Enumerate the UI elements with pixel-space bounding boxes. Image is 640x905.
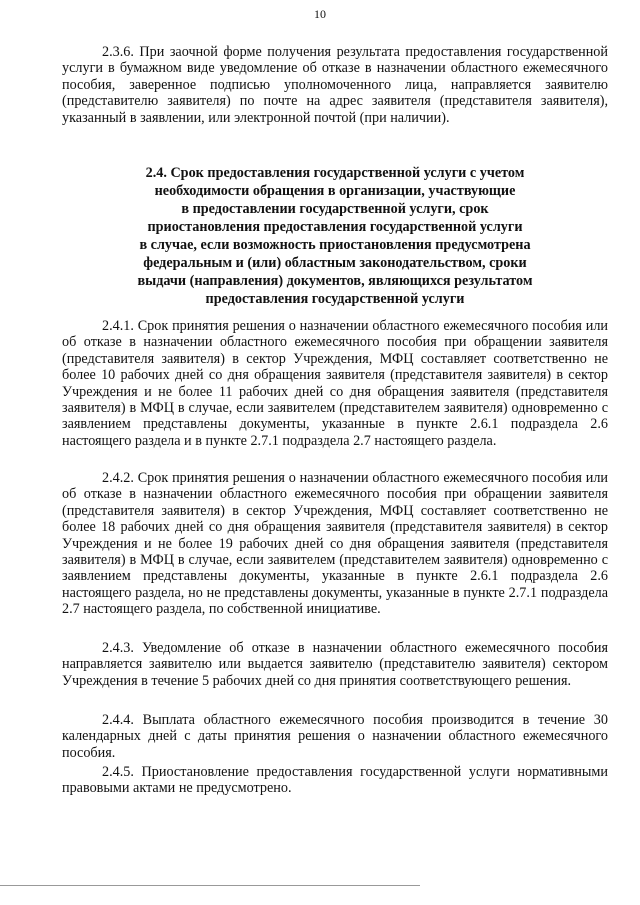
paragraph-2-4-4-block xyxy=(62,712,608,761)
paragraph-2-3-6: 2.3.6. При заочной форме получения результата предоставления государственной услуги в бумажном виде уведомление об отказе в назначении областного ежемесячного пособия, заверенное подписью уполномоченного лица, направляется заявителю (представителю заявителя) по почте на адрес заявителя (представителя заявителя), указанный в заявлении, или электронной почтой (при наличии). xyxy=(62,44,608,126)
paragraph-2-4-2: 2.4.2. Срок принятия решения о назначении областного ежемесячного пособия или об отказе в назначении областного ежемесячного пособия при обращении заявителя (представителя заявителя) в сектор Учреждения, МФЦ составляет соответственно не более 18 рабочих дней со дня обращения заявителя (представителя заявителя) в сектор Учреждения и не более 19 рабочих дней со дня обращения заявителя (представителя заявителя) в МФЦ в случае, если заявителем (представителем заявителя) одновременно с заявлением представлены документы, указанные в пункте 2.6.1 подраздела 2.6 настоящего раздела, но не представлены документы, указанные в пункте 2.7.1 подраздела 2.7 настоящего раздела, по собственной инициативе. xyxy=(62,470,608,618)
paragraph-2-4-5: 2.4.5. Приостановление предоставления государственной услуги нормативными правовыми актами не предусмотрено. xyxy=(62,764,608,797)
paragraph-2-4-3: 2.4.3. Уведомление об отказе в назначении областного ежемесячного пособия направляется заявителю или выдается заявителю (представителю заявителя) сектором Учреждения в течение 5 рабочих дней со дня принятия соответствующего решения. xyxy=(62,640,608,689)
page-number: 10 xyxy=(314,7,326,21)
heading-line: выдачи (направления) документов, являющихся результатом xyxy=(137,273,533,289)
paragraph-2-3-6-block xyxy=(62,44,608,126)
paragraph-2-4-5-block xyxy=(62,764,608,797)
bottom-divider xyxy=(0,885,420,886)
paragraph-2-4-2-block xyxy=(62,470,608,618)
heading-line: федеральным и (или) областным законодательством, сроки xyxy=(143,255,527,271)
heading-line: в предоставлении государственной услуги, срок xyxy=(181,201,489,217)
paragraph-2-4-1: 2.4.1. Срок принятия решения о назначении областного ежемесячного пособия или об отказе в назначении областного ежемесячного пособия при обращении заявителя (представителя заявителя) в сектор Учреждения, МФЦ составляет соответственно не более 10 рабочих дней со дня обращения заявителя (представителя заявителя) в сектор Учреждения и не более 11 рабочих дней со дня обращения заявителя (представителя заявителя) в МФЦ в случае, если заявителем (представителем заявителя) одновременно с заявлением представлены документы, указанные в пункте 2.6.1 подраздела 2.6 настоящего раздела и в пункте 2.7.1 подраздела 2.7 настоящего раздела. xyxy=(62,318,608,449)
heading-line: приостановления предоставления государственной услуги xyxy=(147,219,523,235)
paragraph-2-4-3-block xyxy=(62,640,608,689)
heading-line: необходимости обращения в организации, участвующие xyxy=(154,183,516,199)
section-heading-2-4 xyxy=(120,164,550,308)
heading-line: 2.4. Срок предоставления государственной услуги с учетом xyxy=(145,165,525,181)
heading-line: предоставления государственной услуги xyxy=(205,291,465,307)
heading-line: в случае, если возможность приостановления предусмотрена xyxy=(139,237,531,253)
paragraph-2-4-1-block xyxy=(62,318,608,449)
paragraph-2-4-4: 2.4.4. Выплата областного ежемесячного пособия производится в течение 30 календарных дней с даты принятия решения о назначении областного ежемесячного пособия. xyxy=(62,712,608,761)
